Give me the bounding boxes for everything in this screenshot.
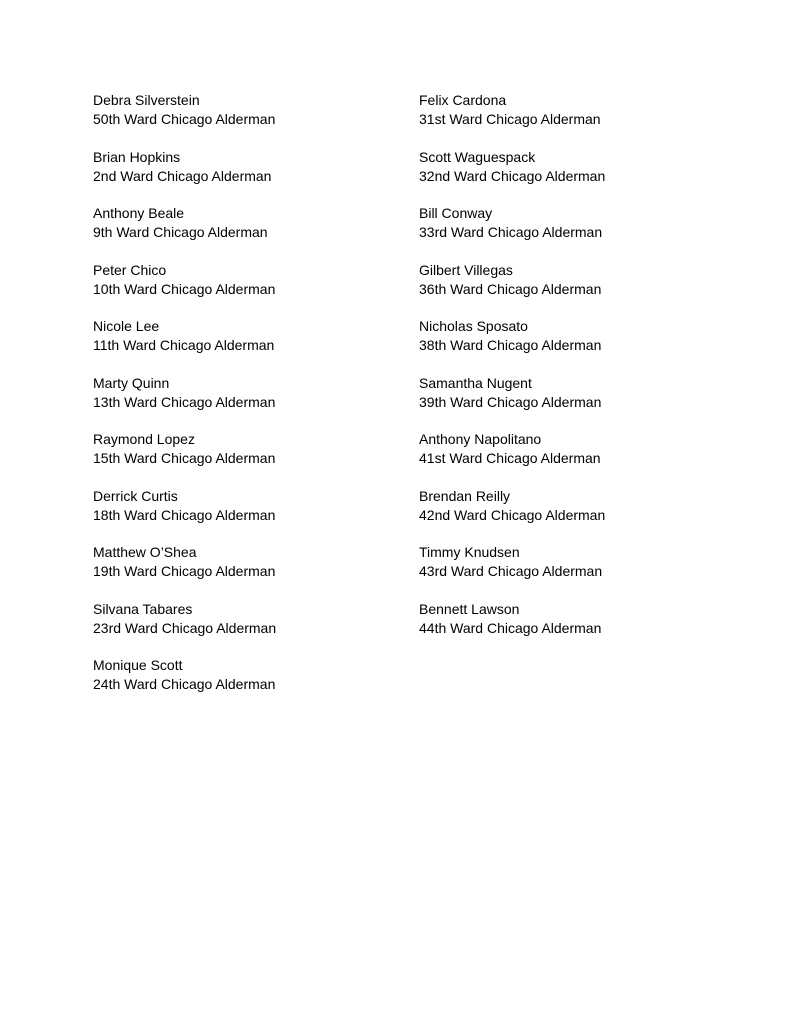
alderman-entry bbox=[93, 148, 276, 186]
alderman-title: 32nd Ward Chicago Alderman bbox=[419, 167, 606, 184]
alderman-name: Bill Conway bbox=[419, 205, 493, 221]
alderman-name: Timmy Knudsen bbox=[419, 544, 520, 560]
alderman-title: 19th Ward Chicago Alderman bbox=[93, 563, 276, 579]
alderman-entry bbox=[419, 374, 605, 412]
alderman-name: Peter Chico bbox=[93, 261, 167, 278]
alderman-title: 41st Ward Chicago Alderman bbox=[419, 450, 601, 466]
alderman-name: Samantha Nugent bbox=[419, 374, 532, 391]
alderman-title: 18th Ward Chicago Alderman bbox=[93, 506, 276, 523]
alderman-entry bbox=[93, 317, 276, 355]
alderman-title: 42nd Ward Chicago Alderman bbox=[419, 506, 606, 523]
alderman-title: 43rd Ward Chicago Alderman bbox=[419, 563, 603, 579]
alderman-title: 44th Ward Chicago Alderman bbox=[419, 619, 602, 636]
alderman-name: Anthony Beale bbox=[93, 205, 185, 221]
alderman-name: Felix Cardona bbox=[419, 92, 507, 108]
alderman-entry bbox=[93, 430, 276, 468]
alderman-title: 15th Ward Chicago Alderman bbox=[93, 450, 276, 466]
alderman-name: Anthony Napolitano bbox=[419, 431, 542, 447]
alderman-title: 33rd Ward Chicago Alderman bbox=[419, 224, 603, 240]
alderman-entry bbox=[419, 91, 605, 129]
alderman-entry bbox=[93, 204, 276, 242]
alderman-title: 2nd Ward Chicago Alderman bbox=[93, 167, 272, 184]
alderman-name: Scott Waguespack bbox=[419, 148, 536, 165]
alderman-title: 39th Ward Chicago Alderman bbox=[419, 393, 602, 410]
alderman-entry bbox=[419, 261, 605, 299]
alderman-entry bbox=[93, 487, 276, 525]
alderman-name: Brendan Reilly bbox=[419, 487, 511, 504]
left-column bbox=[93, 91, 276, 713]
alderman-entry bbox=[419, 543, 605, 581]
alderman-entry bbox=[93, 91, 276, 129]
alderman-entry bbox=[419, 430, 605, 468]
alderman-name: Matthew O’Shea bbox=[93, 544, 197, 560]
alderman-entry bbox=[419, 148, 605, 186]
alderman-title: 9th Ward Chicago Alderman bbox=[93, 224, 268, 240]
alderman-name: Gilbert Villegas bbox=[419, 261, 513, 278]
alderman-entry bbox=[419, 317, 605, 355]
alderman-title: 10th Ward Chicago Alderman bbox=[93, 280, 276, 297]
alderman-name: Nicholas Sposato bbox=[419, 318, 528, 334]
alderman-title: 50th Ward Chicago Alderman bbox=[93, 111, 276, 127]
alderman-entry bbox=[93, 656, 276, 694]
alderman-entry bbox=[419, 487, 605, 525]
alderman-name: Raymond Lopez bbox=[93, 431, 195, 447]
alderman-title: 13th Ward Chicago Alderman bbox=[93, 393, 276, 410]
alderman-entry bbox=[419, 600, 605, 638]
alderman-name: Silvana Tabares bbox=[93, 600, 193, 617]
alderman-title: 23rd Ward Chicago Alderman bbox=[93, 619, 277, 636]
alderman-title: 24th Ward Chicago Alderman bbox=[93, 676, 276, 692]
alderman-name: Debra Silverstein bbox=[93, 92, 200, 108]
alderman-entry bbox=[93, 261, 276, 299]
alderman-name: Marty Quinn bbox=[93, 374, 170, 391]
alderman-title: 38th Ward Chicago Alderman bbox=[419, 337, 602, 353]
alderman-title: 31st Ward Chicago Alderman bbox=[419, 111, 601, 127]
alderman-name: Nicole Lee bbox=[93, 318, 160, 334]
right-column bbox=[419, 91, 605, 656]
alderman-name: Derrick Curtis bbox=[93, 487, 178, 504]
alderman-title: 11th Ward Chicago Alderman bbox=[93, 337, 275, 353]
alderman-name: Brian Hopkins bbox=[93, 148, 181, 165]
alderman-name: Monique Scott bbox=[93, 657, 183, 673]
alderman-entry bbox=[93, 374, 276, 412]
alderman-entry bbox=[419, 204, 605, 242]
alderman-name: Bennett Lawson bbox=[419, 600, 520, 617]
alderman-title: 36th Ward Chicago Alderman bbox=[419, 280, 602, 297]
alderman-entry bbox=[93, 600, 276, 638]
alderman-entry bbox=[93, 543, 276, 581]
